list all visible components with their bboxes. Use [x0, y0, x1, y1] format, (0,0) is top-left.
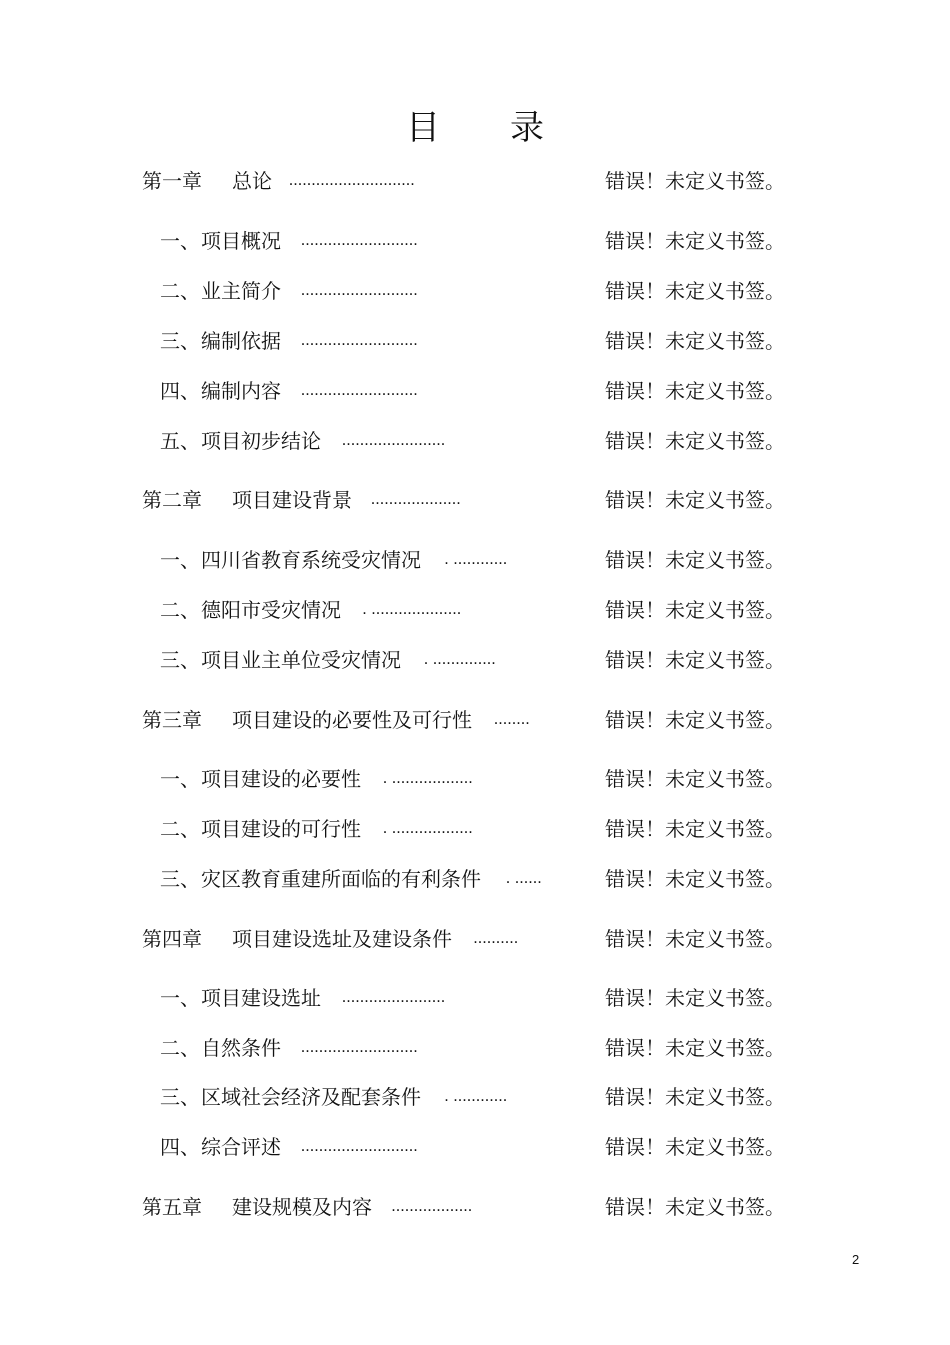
- toc-entry-number: 二、: [160, 817, 200, 841]
- toc-page-reference: 错误！未定义书签。: [605, 927, 785, 951]
- toc-page-reference: 错误！未定义书签。: [605, 817, 785, 841]
- toc-page-reference: 错误！未定义书签。: [605, 488, 785, 512]
- toc-entry-number: 第五章: [142, 1195, 202, 1219]
- toc-entry-number: 第三章: [142, 708, 202, 732]
- toc-page-reference: 错误！未定义书签。: [605, 1135, 785, 1159]
- toc-entry-number: 第二章: [142, 488, 202, 512]
- toc-entry-title: 建设规模及内容: [232, 1195, 372, 1219]
- toc-section-entry[interactable]: [0, 1132, 950, 1162]
- toc-section-entry[interactable]: [0, 764, 950, 794]
- toc-section-entry[interactable]: [0, 1033, 950, 1063]
- toc-section-entry[interactable]: [0, 276, 950, 306]
- toc-entry-number: 第四章: [142, 927, 202, 951]
- toc-page-reference: 错误！未定义书签。: [605, 1085, 785, 1109]
- toc-entry-title: 编制依据: [201, 329, 281, 353]
- toc-entry-title: 项目业主单位受灾情况: [201, 648, 401, 672]
- toc-page-reference: 错误！未定义书签。: [605, 379, 785, 403]
- toc-section-entry[interactable]: [0, 595, 950, 625]
- toc-entry-title: 总论: [232, 169, 272, 193]
- toc-dot-leader: .......................: [342, 989, 446, 1006]
- toc-entry-title: 业主简介: [201, 279, 281, 303]
- toc-entry-number: 五、: [160, 429, 200, 453]
- toc-section-entry[interactable]: [0, 376, 950, 406]
- toc-page-reference: 错误！未定义书签。: [605, 229, 785, 253]
- toc-dot-leader: ..........................: [301, 1138, 418, 1155]
- toc-page-reference: 错误！未定义书签。: [605, 767, 785, 791]
- toc-entry-number: 四、: [160, 379, 200, 403]
- toc-chapter-entry[interactable]: [0, 166, 950, 196]
- toc-dot-leader: . ..................: [383, 770, 473, 787]
- toc-entry-title: 四川省教育系统受灾情况: [201, 548, 421, 572]
- toc-dot-leader: . ............: [444, 551, 508, 568]
- toc-page-reference: 错误！未定义书签。: [605, 598, 785, 622]
- toc-entry-number: 二、: [160, 1036, 200, 1060]
- toc-entry-number: 四、: [160, 1135, 200, 1159]
- toc-section-entry[interactable]: [0, 645, 950, 675]
- toc-entry-number: 二、: [160, 279, 200, 303]
- toc-dot-leader: . ......: [506, 870, 542, 887]
- toc-page-reference: 错误！未定义书签。: [605, 329, 785, 353]
- toc-entry-title: 项目建设的必要性: [201, 767, 361, 791]
- toc-page-reference: 错误！未定义书签。: [605, 429, 785, 453]
- toc-page-reference: 错误！未定义书签。: [605, 169, 785, 193]
- toc-entry-title: 灾区教育重建所面临的有利条件: [201, 867, 481, 891]
- toc-dot-leader: ........: [494, 711, 530, 728]
- toc-page-reference: 错误！未定义书签。: [605, 1036, 785, 1060]
- toc-dot-leader: ..................: [391, 1198, 473, 1215]
- toc-chapter-entry[interactable]: [0, 705, 950, 735]
- toc-dot-leader: ............................: [289, 172, 415, 189]
- toc-entry-title: 自然条件: [201, 1036, 281, 1060]
- toc-entry-number: 第一章: [142, 169, 202, 193]
- page-number: 2: [852, 1252, 860, 1267]
- toc-section-entry[interactable]: [0, 983, 950, 1013]
- toc-entry-number: 一、: [160, 767, 200, 791]
- toc-entry-title: 项目初步结论: [201, 429, 321, 453]
- toc-entry-number: 三、: [160, 648, 200, 672]
- toc-section-entry[interactable]: [0, 864, 950, 894]
- toc-entry-number: 一、: [160, 986, 200, 1010]
- toc-page-reference: 错误！未定义书签。: [605, 648, 785, 672]
- toc-dot-leader: ..........: [473, 930, 519, 947]
- toc-entry-number: 三、: [160, 1085, 200, 1109]
- toc-page-reference: 错误！未定义书签。: [605, 548, 785, 572]
- toc-page-reference: 错误！未定义书签。: [605, 867, 785, 891]
- toc-entry-title: 综合评述: [201, 1135, 281, 1159]
- toc-page-reference: 错误！未定义书签。: [605, 986, 785, 1010]
- toc-entry-title: 项目建设背景: [232, 488, 352, 512]
- toc-dot-leader: . ....................: [362, 601, 462, 618]
- toc-section-entry[interactable]: [0, 326, 950, 356]
- toc-dot-leader: ..........................: [301, 282, 418, 299]
- toc-entry-number: 三、: [160, 867, 200, 891]
- toc-dot-leader: . ..................: [383, 820, 473, 837]
- toc-dot-leader: . ..............: [424, 651, 496, 668]
- toc-dot-leader: . ............: [444, 1088, 508, 1105]
- toc-entry-title: 项目建设的必要性及可行性: [232, 708, 472, 732]
- toc-entry-title: 编制内容: [201, 379, 281, 403]
- toc-chapter-entry[interactable]: [0, 485, 950, 515]
- toc-dot-leader: ..........................: [301, 1039, 418, 1056]
- toc-entry-title: 德阳市受灾情况: [201, 598, 341, 622]
- toc-dot-leader: .......................: [342, 432, 446, 449]
- toc-section-entry[interactable]: [0, 226, 950, 256]
- toc-page-reference: 错误！未定义书签。: [605, 279, 785, 303]
- toc-entry-title: 项目建设的可行性: [201, 817, 361, 841]
- toc-dot-leader: ..........................: [301, 232, 418, 249]
- toc-entry-number: 一、: [160, 548, 200, 572]
- title-char-2: 录: [510, 108, 544, 148]
- toc-entry-title: 项目概况: [201, 229, 281, 253]
- toc-dot-leader: ..........................: [301, 332, 418, 349]
- toc-section-entry[interactable]: [0, 814, 950, 844]
- toc-section-entry[interactable]: [0, 1082, 950, 1112]
- toc-chapter-entry[interactable]: [0, 924, 950, 954]
- toc-entry-number: 三、: [160, 329, 200, 353]
- toc-dot-leader: ....................: [371, 491, 461, 508]
- toc-entry-title: 项目建设选址及建设条件: [232, 927, 452, 951]
- toc-page-reference: 错误！未定义书签。: [605, 708, 785, 732]
- toc-entry-title: 区域社会经济及配套条件: [201, 1085, 421, 1109]
- toc-section-entry[interactable]: [0, 545, 950, 575]
- toc-page-reference: 错误！未定义书签。: [605, 1195, 785, 1219]
- toc-chapter-entry[interactable]: [0, 1192, 950, 1222]
- toc-entry-number: 一、: [160, 229, 200, 253]
- title-char-1: 目: [406, 108, 440, 148]
- toc-dot-leader: ..........................: [301, 382, 418, 399]
- page-title: [0, 100, 950, 149]
- toc-entry-number: 二、: [160, 598, 200, 622]
- toc-entry-title: 项目建设选址: [201, 986, 321, 1010]
- toc-section-entry[interactable]: [0, 426, 950, 456]
